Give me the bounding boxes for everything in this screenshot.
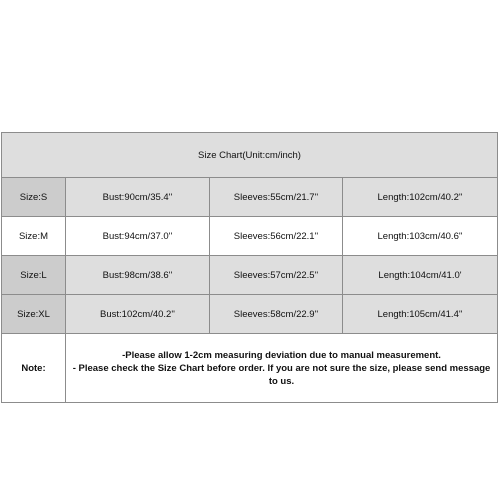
size-cell: Size:S	[2, 178, 66, 217]
note-line-deviation: -Please allow 1-2cm measuring deviation due to manual measurement.	[122, 349, 441, 361]
note-line-check-size: - Please check the Size Chart before order. If you are not sure the size, please send message to us.	[72, 362, 491, 387]
sleeves-cell: Sleeves:57cm/22.5''	[210, 256, 343, 295]
length-cell: Length:102cm/40.2''	[343, 178, 498, 217]
bust-cell: Bust:98cm/38.6''	[66, 256, 210, 295]
size-cell: Size:XL	[2, 295, 66, 334]
note-label: Note:	[2, 334, 66, 403]
table-row	[2, 295, 498, 334]
note-row	[2, 334, 498, 403]
size-chart-title: Size Chart(Unit:cm/inch)	[2, 133, 498, 178]
length-cell: Length:104cm/41.0'	[343, 256, 498, 295]
bust-cell: Bust:102cm/40.2''	[66, 295, 210, 334]
size-cell: Size:M	[2, 217, 66, 256]
length-cell: Length:105cm/41.4''	[343, 295, 498, 334]
bust-cell: Bust:94cm/37.0''	[66, 217, 210, 256]
sleeves-cell: Sleeves:58cm/22.9''	[210, 295, 343, 334]
sleeves-cell: Sleeves:56cm/22.1''	[210, 217, 343, 256]
sleeves-cell: Sleeves:55cm/21.7''	[210, 178, 343, 217]
note-text	[66, 334, 498, 403]
size-chart-table	[1, 132, 498, 403]
table-row	[2, 178, 498, 217]
table-row	[2, 217, 498, 256]
length-cell: Length:103cm/40.6''	[343, 217, 498, 256]
table-row	[2, 256, 498, 295]
bust-cell: Bust:90cm/35.4''	[66, 178, 210, 217]
size-cell: Size:L	[2, 256, 66, 295]
